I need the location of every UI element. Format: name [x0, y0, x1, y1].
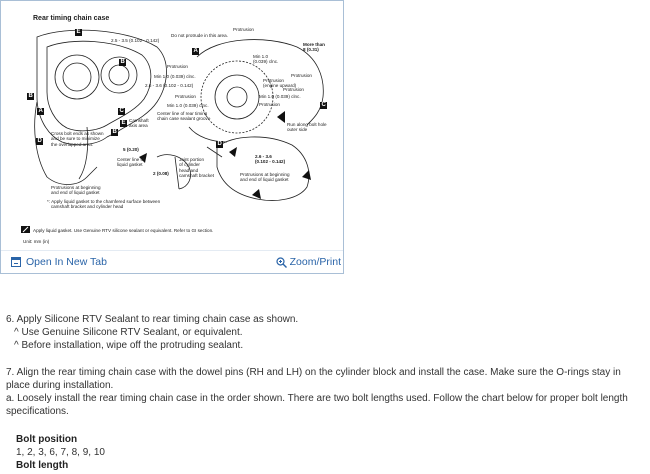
label-more-than: More than 8 (0.31) — [303, 42, 325, 53]
bolt-position-values: 1, 2, 3, 6, 7, 8, 9, 10 — [16, 447, 105, 458]
figure-footer — [1, 250, 343, 273]
zoom-print-link[interactable] — [276, 256, 341, 268]
marker-c-right: C — [321, 102, 326, 108]
timing-chain-diagram — [7, 7, 339, 247]
legend-text: Apply liquid gasket. Use Genuine RTV silicone sealant or equivalent. Refer to GI section. — [33, 228, 214, 233]
marker-a: A — [193, 48, 198, 54]
step-7a-text: a. Loosely install the rear timing chain case in the order shown. There are two bolt lengths used. Follow the chart below for proper bolt length specifications. — [6, 393, 628, 417]
marker-e: E — [76, 29, 81, 35]
label-dim-2: 2 (0.08) — [153, 171, 169, 176]
label-min-b: Min 1.0 (0.039) clnc. — [154, 74, 196, 79]
marker-b: B — [120, 59, 125, 65]
marker-a-left: A — [38, 108, 43, 114]
zoom-print-label: Zoom/Print — [289, 256, 341, 268]
label-protrusions-right: Protrusions at beginning and end of liquid gasket — [240, 172, 290, 183]
label-protrusion-e: Protrusion — [259, 102, 280, 107]
label-gap-3: 2.6 - 3.6 (0.102 - 0.142) — [255, 154, 286, 165]
open-in-new-tab-label: Open In New Tab — [26, 256, 107, 268]
label-protrusion-c: Protrusion — [283, 87, 304, 92]
label-protrusions-left: Protrusions at beginning and end of liquid gasket — [51, 185, 101, 196]
marker-b-left: B — [28, 93, 33, 99]
open-tab-icon — [11, 257, 21, 267]
marker-d: D — [217, 141, 222, 147]
open-in-new-tab-link[interactable] — [11, 256, 107, 268]
label-cross-bolt: Cross bolt ends as shown and be sure to minimize the overlapped area. — [51, 131, 104, 147]
label-gap-2: 2.6 - 3.6 (0.102 - 0.142) — [145, 83, 194, 88]
label-min-a: Min 1.0 (0.039) clnc. — [253, 54, 279, 65]
label-run-along: Run along bolt hole outer side — [287, 122, 327, 133]
label-protrusion-engine: Protrusion (engine upward) — [263, 78, 297, 89]
label-joint-portion: Joint portion of cylinder head and camshaft bracket — [179, 157, 214, 179]
zoom-icon — [276, 257, 287, 268]
label-protrusion-b: Protrusion — [291, 73, 312, 78]
label-protrusion-top: Protrusion — [233, 27, 254, 32]
unit-text: Unit: mm (in) — [23, 239, 50, 244]
label-apply-chamfered: *: Apply liquid gasket to the chamfered surface between camshaft bracket and cylinder head — [47, 199, 161, 210]
marker-c: C — [119, 108, 124, 114]
label-gap-1: 2.5 - 3.5 (0.102 - 0.142) — [111, 38, 160, 43]
step-6-bullet-1: ^ Use Genuine Silicone RTV Sealant, or equivalent. — [14, 327, 243, 338]
step-6-bullet-2: ^ Before installation, wipe off the protruding sealant. — [14, 340, 244, 351]
liquid-gasket-icon — [21, 226, 30, 233]
label-protrusion-d: Protrusion — [175, 94, 196, 99]
marker-d-left: D — [37, 138, 42, 144]
bolt-length-header: Bolt length — [16, 460, 69, 471]
label-center-line-gasket: Center line of liquid gasket — [117, 157, 145, 168]
figure-panel — [0, 0, 344, 274]
step-7-text: 7. Align the rear timing chain case with the dowel pins (RH and LH) on the cylinder block and install the case. Make sure the O-rings stay in place during installation. — [6, 367, 621, 391]
label-camshaft-axis: Camshaft axis area — [129, 118, 149, 129]
label-min-c: Min 1.0 (0.039) clnc. — [259, 94, 301, 99]
label-dim-5: 5 (0.20) — [123, 147, 139, 152]
marker-b-lower: B — [112, 129, 117, 135]
label-min-d: Min 1.0 (0.039) clnc. — [167, 103, 209, 108]
bolt-position-header: Bolt position — [16, 434, 78, 445]
step-6-text: 6. Apply Silicone RTV Sealant to rear timing chain case as shown. — [6, 314, 299, 325]
label-do-not-protrude: Do not protrude in this area. — [171, 33, 228, 38]
label-center-line: Center line of rear timing chain case sealant groove — [157, 111, 211, 122]
figure-title: Rear timing chain case — [33, 15, 110, 22]
label-protrusion-a: Protrusion — [167, 64, 188, 69]
marker-e-lower: E — [121, 120, 126, 126]
